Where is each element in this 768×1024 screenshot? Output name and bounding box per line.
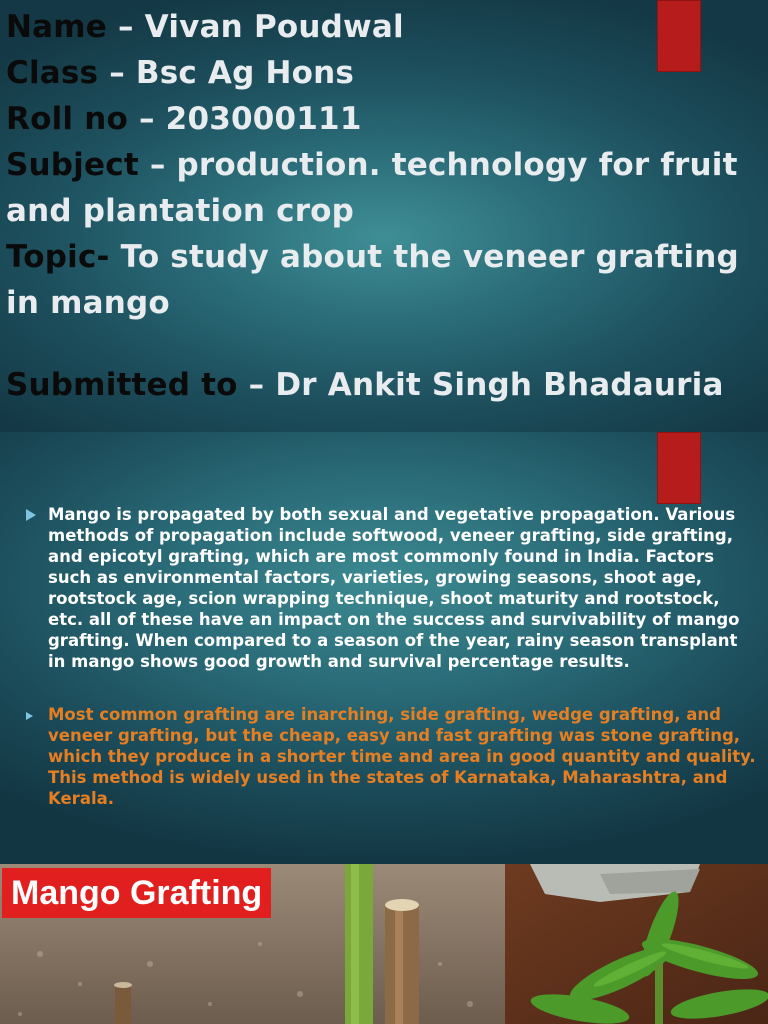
topic-label: Topic- (6, 239, 110, 275)
content-slide (0, 432, 768, 864)
submitted-line (6, 362, 766, 408)
bullet-text: Mango is propagated by both sexual and vegetative propagation. Various methods of propagation include softwood, veneer grafting, side grafting, and epicotyl grafting, which are most commonly found in India. Factors such as environmental factors, varieties, growing seasons, shoot age, rootstock age, scion wrapping technique, shoot maturity and rootstock, etc. all of these have an impact on the success and survivability of mango grafting. When compared to a season of the year, rainy season transplant in mango shows good growth and survival percentage results. (48, 505, 740, 671)
spacer (6, 326, 766, 362)
bullet-list (26, 504, 760, 841)
class-line (6, 50, 766, 96)
bullet-text: Most common grafting are inarching, side grafting, wedge grafting, and veneer grafting, but the cheap, easy and fast grafting was stone grafting, which they produce in a shorter time and area in good quantity and quality. This method is widely used in the states of Karnataka, Maharashtra, and Kerala. (48, 705, 756, 808)
bullet-arrow-icon (26, 712, 33, 720)
bullet-item (26, 704, 760, 809)
class-value: – Bsc Ag Hons (98, 55, 355, 91)
topic-line (6, 234, 766, 326)
class-label: Class (6, 55, 99, 91)
roll-line (6, 96, 766, 142)
submitted-label: Submitted to (6, 367, 238, 403)
mango-grafting-photo (0, 864, 768, 1024)
student-info (6, 4, 766, 408)
title-slide (0, 0, 768, 432)
subject-label: Subject (6, 147, 139, 183)
accent-bar (657, 432, 701, 504)
subject-value: – production. technology for fruit and plantation crop (6, 147, 738, 229)
bullet-arrow-icon (26, 509, 36, 521)
roll-label: Roll no (6, 101, 128, 137)
roll-value: – 203000111 (127, 101, 362, 137)
name-value: – Vivan Poudwal (107, 9, 404, 45)
bullet-item (26, 504, 760, 672)
topic-value: To study about the veneer grafting in mango (6, 239, 739, 321)
name-line (6, 4, 766, 50)
name-label: Name (6, 9, 107, 45)
subject-line (6, 142, 766, 234)
photo-title-banner: Mango Grafting (2, 868, 271, 918)
submitted-value: – Dr Ankit Singh Bhadauria (237, 367, 724, 403)
